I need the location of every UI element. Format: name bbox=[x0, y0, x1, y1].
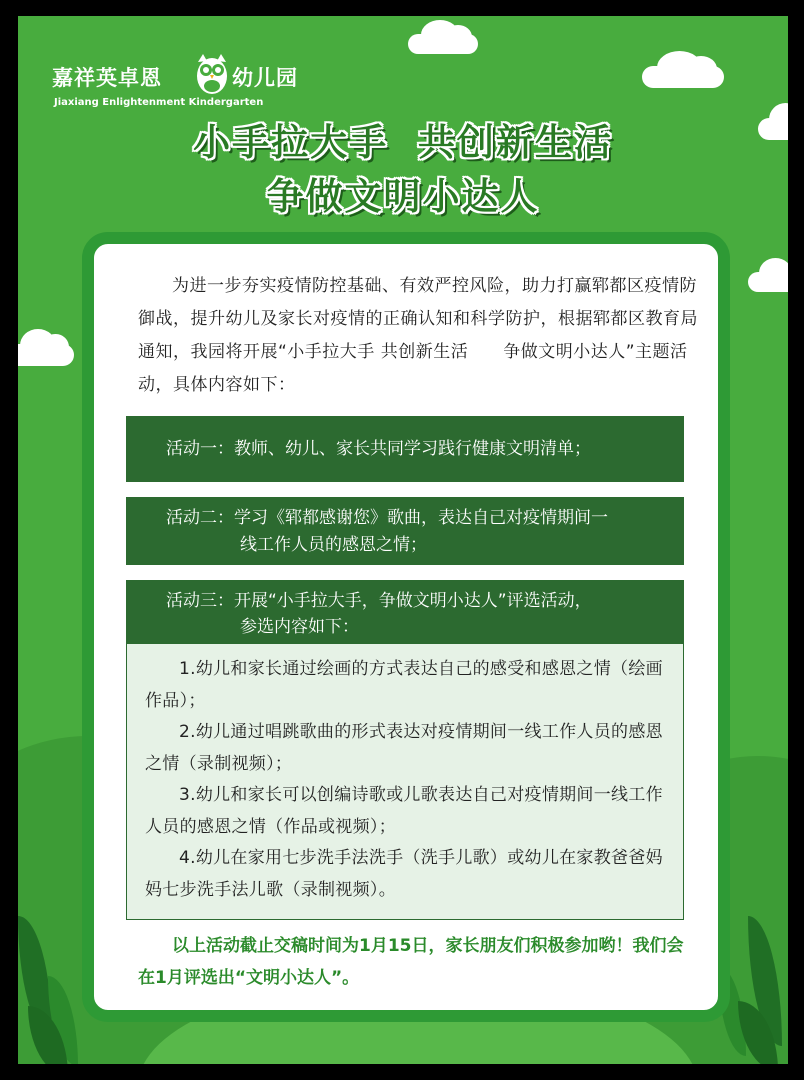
list-item: 4.幼儿在家用七步洗手法洗手（洗手儿歌）或幼儿在家教爸爸妈妈七步洗手法儿歌（录制视频）。 bbox=[145, 848, 663, 900]
cloud bbox=[18, 344, 74, 366]
logo-name-en: Jiaxiang Enlightenment Kindergarten bbox=[54, 97, 264, 108]
activity-2 bbox=[126, 497, 684, 565]
activity-3-line1: 活动三：开展“小手拉大手，争做文明小达人”评选活动， bbox=[166, 591, 592, 611]
content-panel bbox=[82, 232, 730, 1022]
activity-1-text: 活动一：教师、幼儿、家长共同学习践行健康文明清单； bbox=[166, 439, 591, 459]
activity-2-line2: 线工作人员的感恩之情； bbox=[240, 535, 427, 555]
closing-note: 以上活动截止交稿时间为1月15日，家长朋友们积极参加哟！我们会在1月评选出“文明小达人”。 bbox=[138, 936, 684, 988]
cloud bbox=[408, 34, 478, 54]
logo-name-right: 幼儿园 bbox=[232, 66, 298, 90]
activity-3-line2: 参选内容如下： bbox=[240, 617, 359, 637]
activity-1 bbox=[126, 416, 684, 482]
kindergarten-logo bbox=[52, 50, 312, 130]
poster bbox=[18, 16, 788, 1064]
title-line-2: 争做文明小达人 bbox=[266, 175, 540, 218]
cloud bbox=[748, 272, 788, 292]
activity-3-items bbox=[126, 644, 684, 920]
intro-paragraph: 为进一步夯实疫情防控基础、有效严控风险，助力打赢郓都区疫情防御战，提升幼儿及家长对疫情的正确认知和科学防护，根据郓都区教育局通知，我园将开展“小手拉大手 共创新生活 争做文明小达人”主题活动，具体内容如下： bbox=[138, 276, 698, 395]
owl-icon bbox=[194, 52, 230, 96]
poster-title bbox=[18, 120, 788, 220]
activity-2-line1: 活动二：学习《郓都感谢您》歌曲，表达自己对疫情期间一 bbox=[166, 508, 608, 528]
list-item: 3.幼儿和家长可以创编诗歌或儿歌表达自己对疫情期间一线工作人员的感恩之情（作品或视频）； bbox=[145, 785, 663, 837]
cloud bbox=[642, 66, 724, 88]
list-item: 2.幼儿通过唱跳歌曲的形式表达对疫情期间一线工作人员的感恩之情（录制视频）； bbox=[145, 722, 663, 774]
activity-3 bbox=[126, 580, 684, 644]
title-line-1: 小手拉大手 共创新生活 bbox=[193, 121, 613, 164]
list-item: 1.幼儿和家长通过绘画的方式表达自己的感受和感恩之情（绘画作品）； bbox=[145, 659, 663, 711]
logo-name-left: 嘉祥英卓恩 bbox=[52, 66, 162, 90]
